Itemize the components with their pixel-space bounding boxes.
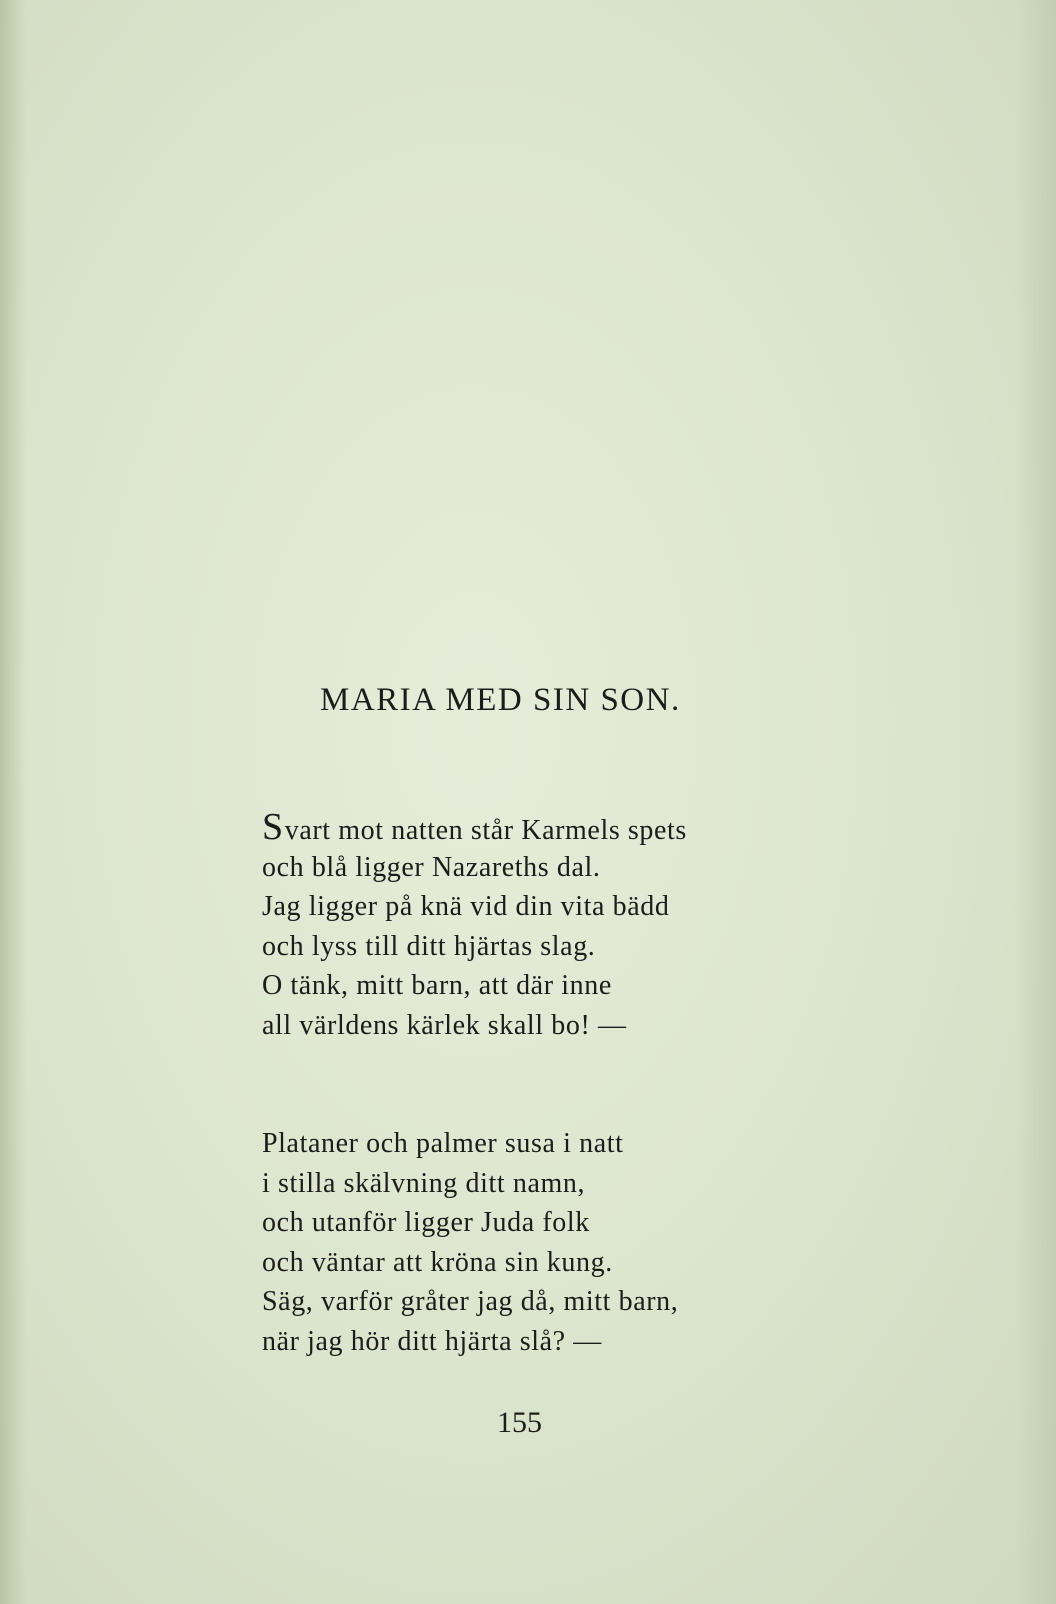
- poem-line: [262, 808, 687, 848]
- poem-line: Plataner och palmer susa i natt: [262, 1128, 624, 1159]
- page-number: 155: [497, 1406, 542, 1439]
- poem-line: och utanför ligger Juda folk: [262, 1207, 590, 1238]
- poem-line: all världens kärlek skall bo! —: [262, 1009, 627, 1041]
- poem-line: och väntar att kröna sin kung.: [262, 1246, 613, 1278]
- page-shadow-left: [0, 0, 26, 1604]
- poem-line: O tänk, mitt barn, att där inne: [262, 970, 612, 1001]
- poem-line: och lyss till ditt hjärtas slag.: [262, 930, 596, 962]
- poem-line: Säg, varför gråter jag då, mitt barn,: [262, 1286, 679, 1317]
- poem-line: och blå ligger Nazareths dal.: [262, 851, 601, 883]
- drop-cap: S: [262, 806, 284, 848]
- page-shadow-right: [1016, 0, 1056, 1604]
- poem-line: Jag ligger på knä vid din vita bädd: [262, 891, 670, 922]
- poem-line-text: vart mot natten står Karmels spets: [284, 815, 687, 846]
- poem-line: i stilla skälvning ditt namn,: [262, 1167, 586, 1199]
- poem-title: MARIA MED SIN SON.: [320, 682, 681, 718]
- stanza-1: [262, 808, 687, 1045]
- stanza-2: [262, 1124, 678, 1361]
- poem-line: när jag hör ditt hjärta slå? —: [262, 1325, 602, 1357]
